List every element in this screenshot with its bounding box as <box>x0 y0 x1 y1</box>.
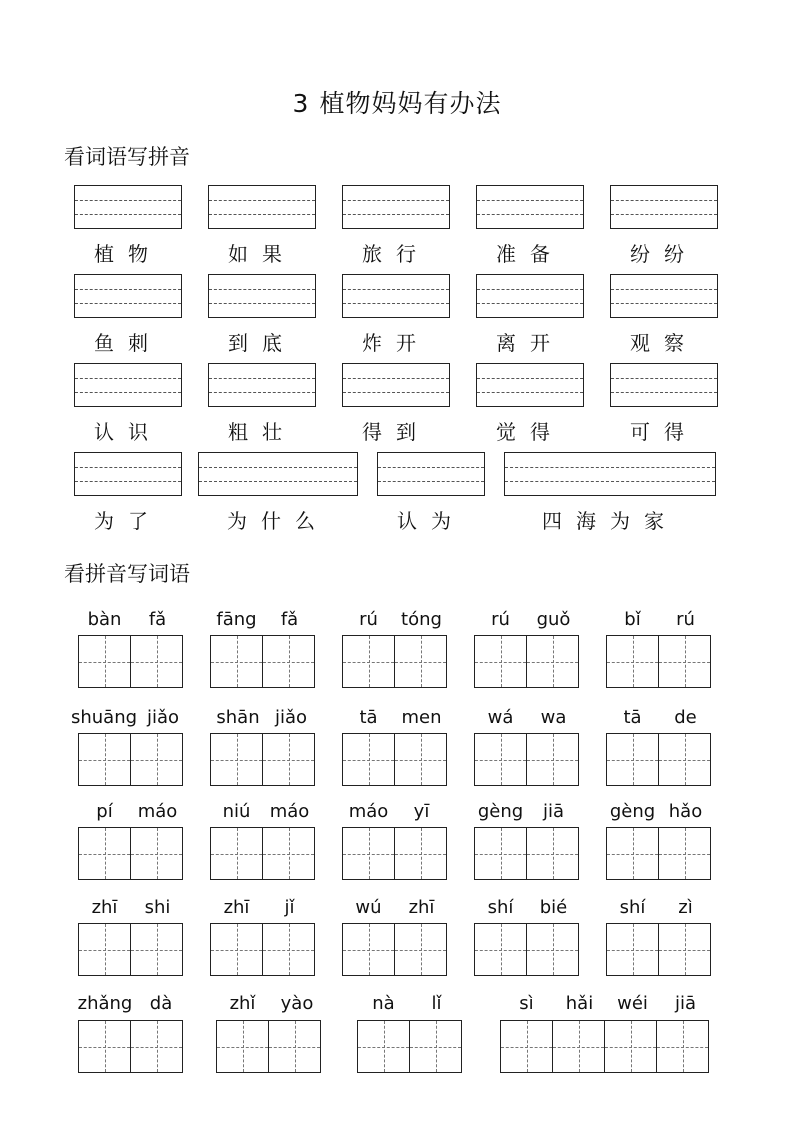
word-label: 离开 <box>496 331 564 355</box>
pinyin-answer-box[interactable] <box>208 274 316 318</box>
pinyin-prompt: zhǐ yào <box>229 993 314 1014</box>
character-grid[interactable] <box>210 733 315 786</box>
pinyin-answer-box[interactable] <box>377 452 485 496</box>
character-grid[interactable] <box>474 923 579 976</box>
word-label: 纷纷 <box>630 242 698 266</box>
pinyin-prompt: shuāng jiǎo <box>70 707 180 728</box>
pinyin-answer-box[interactable] <box>74 363 182 407</box>
pinyin-answer-box[interactable] <box>342 274 450 318</box>
character-grid[interactable] <box>606 635 711 688</box>
word-label: 鱼刺 <box>94 331 162 355</box>
word-label: 观察 <box>630 331 698 355</box>
character-grid[interactable] <box>210 923 315 976</box>
character-grid[interactable] <box>606 827 711 880</box>
character-grid[interactable] <box>78 1020 183 1073</box>
word-label: 可得 <box>630 420 698 444</box>
word-label: 觉得 <box>496 420 564 444</box>
character-grid[interactable] <box>78 635 183 688</box>
section-heading-write-words: 看拼音写词语 <box>64 562 190 586</box>
pinyin-prompt: shí zì <box>619 897 693 918</box>
character-grid[interactable] <box>78 733 183 786</box>
word-label: 炸开 <box>362 331 430 355</box>
pinyin-answer-box[interactable] <box>74 274 182 318</box>
character-grid[interactable] <box>78 827 183 880</box>
character-grid[interactable] <box>606 923 711 976</box>
character-grid[interactable] <box>342 733 447 786</box>
pinyin-prompt: tā de <box>623 707 697 728</box>
pinyin-answer-box[interactable] <box>208 363 316 407</box>
pinyin-prompt: zhī jǐ <box>223 897 295 918</box>
character-grid[interactable] <box>342 635 447 688</box>
word-label: 认为 <box>397 509 465 533</box>
lesson-title: 植物妈妈有办法 <box>319 89 502 118</box>
pinyin-prompt: máo yī <box>348 801 430 822</box>
lesson-number: 3 <box>292 89 310 118</box>
pinyin-prompt: nà lǐ <box>372 993 442 1014</box>
pinyin-prompt: pí máo <box>96 801 178 822</box>
section-heading-write-pinyin: 看词语写拼音 <box>64 145 190 169</box>
pinyin-prompt: fāng fǎ <box>216 609 299 630</box>
word-label: 如果 <box>228 242 296 266</box>
word-label: 认识 <box>94 420 162 444</box>
word-label: 准备 <box>496 242 564 266</box>
pinyin-answer-box[interactable] <box>476 363 584 407</box>
pinyin-answer-box[interactable] <box>504 452 716 496</box>
word-label: 旅行 <box>362 242 430 266</box>
pinyin-answer-box[interactable] <box>74 185 182 229</box>
pinyin-prompt: gèng hǎo <box>609 801 703 822</box>
character-grid[interactable] <box>210 635 315 688</box>
pinyin-answer-box[interactable] <box>198 452 358 496</box>
pinyin-prompt: shí bié <box>487 897 568 918</box>
character-grid[interactable] <box>216 1020 321 1073</box>
pinyin-answer-box[interactable] <box>342 363 450 407</box>
pinyin-prompt: shān jiǎo <box>216 707 308 728</box>
pinyin-answer-box[interactable] <box>610 185 718 229</box>
pinyin-prompt: gèng jiā <box>477 801 565 822</box>
character-grid[interactable] <box>474 635 579 688</box>
word-label: 得到 <box>362 420 430 444</box>
pinyin-answer-box[interactable] <box>610 274 718 318</box>
pinyin-prompt: bǐ rú <box>624 609 695 630</box>
pinyin-answer-box[interactable] <box>74 452 182 496</box>
pinyin-answer-box[interactable] <box>476 274 584 318</box>
character-grid[interactable] <box>78 923 183 976</box>
pinyin-prompt: tā men <box>359 707 442 728</box>
pinyin-answer-box[interactable] <box>610 363 718 407</box>
pinyin-prompt: niú máo <box>222 801 310 822</box>
character-grid[interactable] <box>474 733 579 786</box>
character-grid[interactable] <box>342 827 447 880</box>
pinyin-prompt: sì hǎi wéi jiā <box>519 993 697 1014</box>
word-label: 到底 <box>228 331 296 355</box>
character-grid[interactable] <box>500 1020 709 1073</box>
character-grid[interactable] <box>357 1020 462 1073</box>
pinyin-prompt: rú tóng <box>359 609 442 630</box>
character-grid[interactable] <box>342 923 447 976</box>
word-label: 植物 <box>94 242 162 266</box>
word-label: 为了 <box>94 509 162 533</box>
pinyin-prompt: rú guǒ <box>491 609 571 630</box>
page-title <box>0 84 794 120</box>
character-grid[interactable] <box>210 827 315 880</box>
pinyin-prompt: wú zhī <box>355 897 435 918</box>
pinyin-answer-box[interactable] <box>476 185 584 229</box>
word-label: 四海为家 <box>542 509 678 533</box>
word-label: 为什么 <box>227 509 329 533</box>
pinyin-prompt: bàn fǎ <box>87 609 167 630</box>
pinyin-prompt: zhī shi <box>91 897 171 918</box>
pinyin-prompt: wá wa <box>487 707 567 728</box>
pinyin-answer-box[interactable] <box>208 185 316 229</box>
pinyin-answer-box[interactable] <box>342 185 450 229</box>
pinyin-prompt: zhǎng dà <box>77 993 173 1014</box>
word-label: 粗壮 <box>228 420 296 444</box>
character-grid[interactable] <box>606 733 711 786</box>
character-grid[interactable] <box>474 827 579 880</box>
